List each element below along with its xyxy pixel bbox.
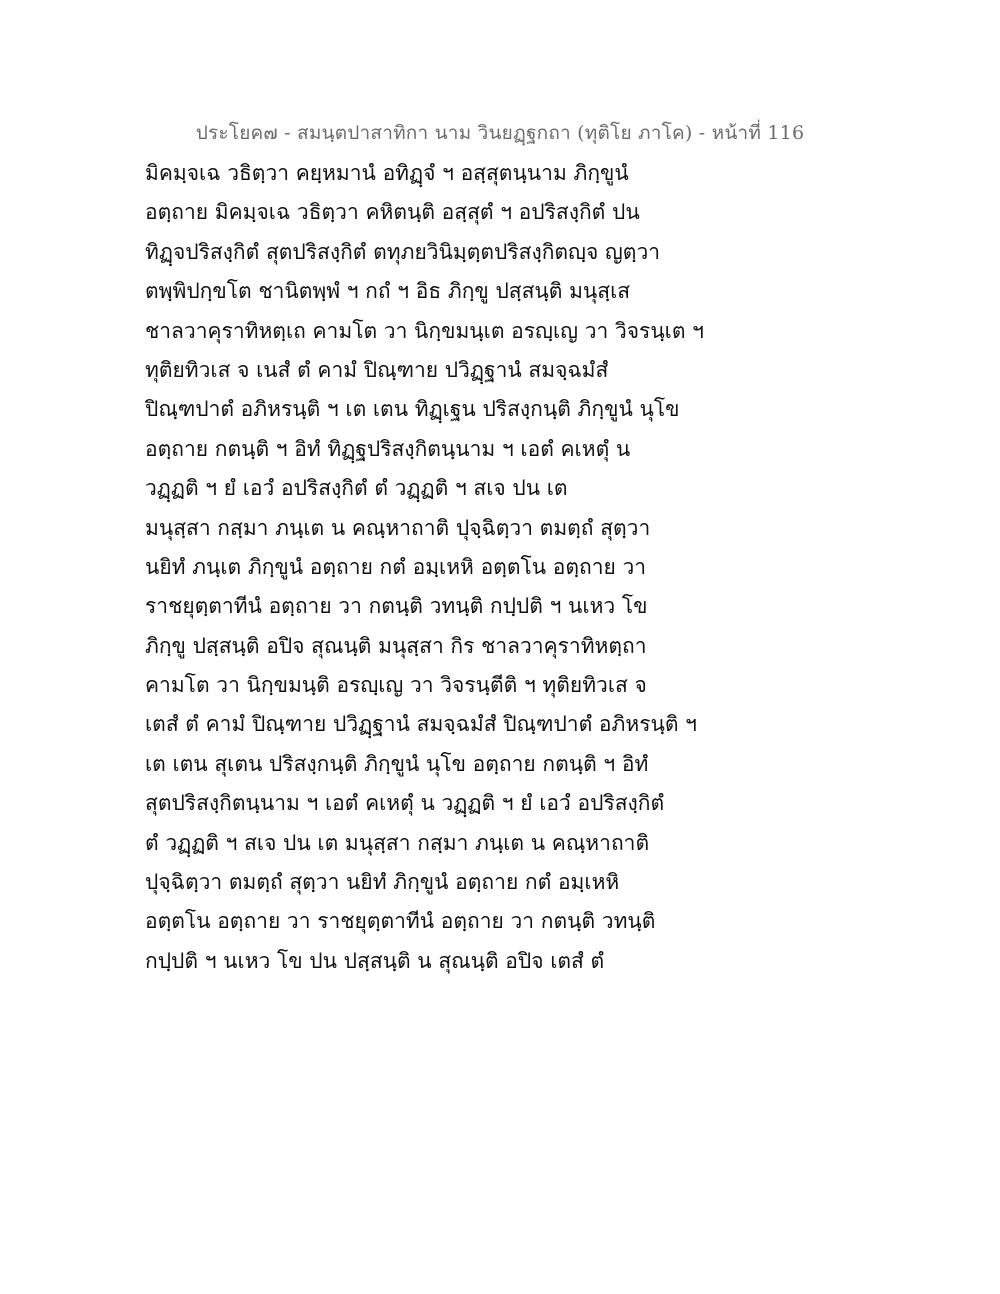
page-header: ประโยค๗ - สมนฺตปาสาทิกา นาม วินยฏฺฐกถา (ทุติโย ภาโค) - หน้าที่ 116 bbox=[195, 122, 805, 144]
text-line: มิคมฺจเฉ วธิตฺวา คยฺหมานํ อทิฏฺจํ ฯ อสฺสุตนฺนาม ภิกฺขูนํ bbox=[145, 161, 629, 185]
text-line: ทุติยทิวเส จ เนสํ ตํ คามํ ปิณฺฑาย ปวิฏฺฐานํ สมจฺฉมํสํ bbox=[145, 357, 609, 382]
text-line: ราชยุตฺตาทีนํ อตฺถาย วา กตนฺติ วทนฺติ กปฺปติ ฯ นเหว โข bbox=[145, 594, 648, 619]
text-line: มนุสฺสา กสฺมา ภนฺเต น คณฺหาถาติ ปุจฺฉิตฺวา ตมตฺถํ สุตฺวา bbox=[145, 515, 651, 540]
text-line: อตฺถาย กตนฺติ ฯ อิทํ ทิฏฺฐปริสงฺกิตนฺนาม ฯ เอตํ คเหตุํ น bbox=[145, 436, 631, 461]
text-line: สุตปริสงฺกิตนฺนาม ฯ เอตํ คเหตุํ น วฏฺฏติ ฯ ยํ เอวํ อปริสงฺกิตํ bbox=[145, 791, 665, 816]
text-line: นยิทํ ภนฺเต ภิกฺขูนํ อตฺถาย กตํ อมฺเหหิ อตฺตโน อตฺถาย วา bbox=[145, 554, 647, 579]
text-line: ชาลวาคุราทิหตฺเถ คามโต วา นิกฺขมนฺเต อรญฺเญ วา วิจรนฺเต ฯ bbox=[145, 318, 704, 343]
text-line: อตฺตโน อตฺถาย วา ราชยุตฺตาทีนํ อตฺถาย วา กตนฺติ วทนฺติ bbox=[145, 909, 656, 934]
text-line: อตฺถาย มิคมฺจเฉ วธิตฺวา คหิตนฺติ อสฺสุตํ ฯ อปริสงฺกิตํ ปน bbox=[145, 200, 640, 225]
text-line: ตพฺพิปกฺขโต ชานิตพฺพํ ฯ กถํ ฯ อิธ ภิกฺขู ปสฺสนฺติ มนุสฺเส bbox=[145, 279, 631, 304]
body-text bbox=[145, 154, 865, 981]
text-line: ตํ วฏฺฏติ ฯ สเจ ปน เต มนุสฺสา กสฺมา ภนฺเต น คณฺหาถาติ bbox=[145, 830, 650, 855]
text-line: ภิกฺขู ปสฺสนฺติ อปิจ สุณนฺติ มนุสฺสา กิร ชาลวาคุราทิหตฺถา bbox=[145, 633, 647, 658]
text-line: วฏฺฏติ ฯ ยํ เอวํ อปริสงฺกิตํ ตํ วฏฺฏติ ฯ สเจ ปน เต bbox=[145, 476, 568, 501]
text-line: เต เตน สุเตน ปริสงฺกนฺติ ภิกฺขูนํ นุโข อตฺถาย กตนฺติ ฯ อิทํ bbox=[145, 751, 649, 776]
text-line: กปฺปติ ฯ นเหว โข ปน ปสฺสนฺติ น สุณนฺติ อปิจ เตสํ ตํ bbox=[145, 948, 605, 973]
text-line: ทิฏฺจปริสงฺกิตํ สุตปริสงฺกิตํ ตทุภยวินิมฺตฺตปริสงฺกิตญฺจ ญตฺวา bbox=[145, 239, 661, 264]
text-line: ปิณฺฑปาตํ อภิหรนฺติ ฯ เต เตน ทิฏฺเฐน ปริสงฺกนฺติ ภิกฺขูนํ นุโข bbox=[145, 397, 680, 422]
text-line: คามโต วา นิกฺขมนฺติ อรญฺเญ วา วิจรนฺตีติ ฯ ทุติยทิวเส จ bbox=[145, 673, 647, 698]
text-line: ปุจฺฉิตฺวา ตมตฺถํ สุตฺวา นยิทํ ภิกฺขูนํ อตฺถาย กตํ อมฺเหหิ bbox=[145, 870, 620, 895]
text-line: เตสํ ตํ คามํ ปิณฺฑาย ปวิฏฺฐานํ สมจฺฉมํสํ ปิณฺฑปาตํ อภิหรนฺติ ฯ bbox=[145, 712, 697, 737]
